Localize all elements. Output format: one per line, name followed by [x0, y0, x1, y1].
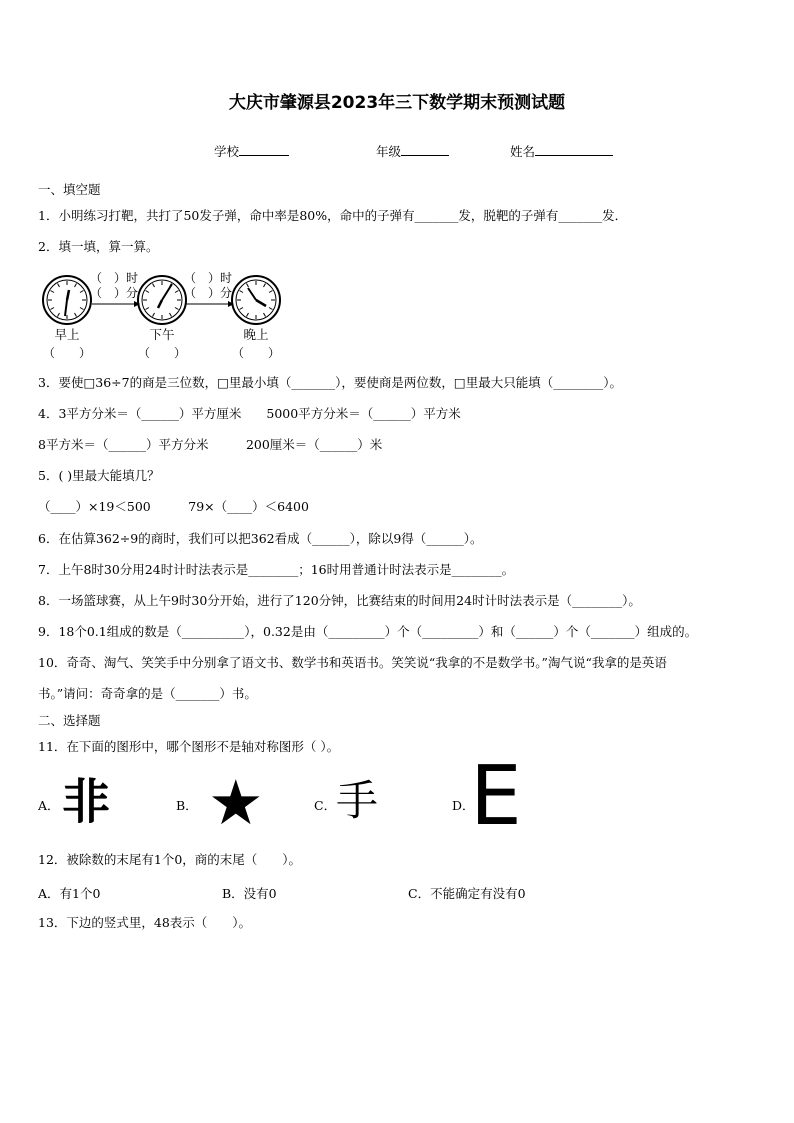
- question-4a: 4．3平方分米＝（______）平方厘米 5000平方分米＝（______）平方米: [38, 406, 461, 421]
- question-6: 6．在估算362÷9的商时，我们可以把362看成（______），除以9得（______）。: [38, 531, 483, 546]
- question-8: 8．一场篮球赛，从上午9时30分开始，进行了120分钟，比赛结束的时间用24时计时法表示是（________）。: [38, 593, 641, 608]
- question-11: 11．在下面的图形中，哪个图形不是轴对称图形（ ）。: [38, 739, 340, 754]
- question-9: 9．18个0.1组成的数是（__________），0.32是由（_________）个（_________）和（______）个（_______）组成的。: [38, 624, 698, 639]
- clock-answer-afternoon[interactable]: （ ）: [137, 346, 187, 360]
- q11-option-a-figure: 非: [62, 774, 111, 830]
- clock-morning: [43, 276, 91, 324]
- question-10-line2: 书。”请问：奇奇拿的是（_______）书。: [38, 686, 257, 701]
- q12-option-a[interactable]: A．有1个0: [38, 886, 101, 901]
- arrow-2-minute: （ ）分: [183, 286, 233, 300]
- clock-answer-morning[interactable]: （ ）: [42, 346, 92, 360]
- question-12: 12．被除数的末尾有1个0，商的末尾（ ）。: [38, 852, 302, 867]
- q11-option-b-figure: ★: [208, 766, 264, 839]
- school-field[interactable]: [214, 142, 289, 160]
- q12-option-c[interactable]: C．不能确定有没有0: [408, 886, 526, 901]
- clock-evening: [232, 276, 280, 324]
- section-choice-heading: 二、选择题: [38, 713, 101, 728]
- q11-option-d-label[interactable]: D．: [452, 798, 475, 813]
- clock-answer-evening[interactable]: （ ）: [231, 346, 281, 360]
- q11-option-a-label[interactable]: A．: [38, 798, 60, 813]
- arrow-1-minute: （ ）分: [89, 286, 139, 300]
- section-fill-heading: 一、填空题: [38, 182, 101, 197]
- question-1: 1．小明练习打靶，共打了50发子弹，命中率是80%，命中的子弹有_______发，脱靶的子弹有_______发．: [38, 208, 628, 223]
- grade-blank[interactable]: [401, 143, 449, 156]
- page-title: 大庆市肇源县2023年三下数学期末预测试题: [228, 93, 566, 113]
- q11-option-d-figure: E: [470, 749, 522, 844]
- question-2: 2．填一填，算一算。: [38, 239, 159, 254]
- grade-field[interactable]: [376, 142, 449, 160]
- name-label: 姓名: [510, 144, 536, 159]
- clock-label-morning: 早上: [54, 327, 80, 342]
- name-field[interactable]: [510, 142, 613, 160]
- question-4b: 8平方米＝（______）平方分米 200厘米＝（______）米: [38, 437, 383, 452]
- q11-option-b-label[interactable]: B．: [176, 798, 198, 813]
- clock-label-afternoon: 下午: [149, 327, 175, 342]
- q11-option-c-figure: 手: [336, 776, 379, 825]
- arrow-1-hour: （ ）时: [89, 271, 139, 285]
- grade-label: 年级: [376, 144, 402, 159]
- question-3: 3．要使□36÷7的商是三位数，□里最小填（_______），要使商是两位数，□里最大只能填（________）。: [38, 375, 622, 390]
- question-13: 13．下边的竖式里，48表示（ ）。: [38, 915, 252, 930]
- q11-option-c-label[interactable]: C．: [314, 798, 337, 813]
- question-5b: （____）×19＜500 79×（____）＜6400: [38, 499, 309, 514]
- q12-option-b[interactable]: B．没有0: [222, 886, 277, 901]
- clock-label-evening: 晚上: [243, 327, 269, 342]
- school-blank[interactable]: [239, 143, 289, 156]
- question-10-line1: 10．奇奇、淘气、笑笑手中分别拿了语文书、数学书和英语书。笑笑说“我拿的不是数学书。”淘气说“我拿的是英语: [38, 655, 667, 670]
- clock-afternoon: [138, 276, 186, 324]
- question-7: 7．上午8时30分用24时计时法表示是________；16时用普通计时法表示是________。: [38, 562, 515, 577]
- arrow-2-hour: （ ）时: [183, 271, 233, 285]
- clocks-diagram: [36, 266, 296, 366]
- name-blank[interactable]: [535, 143, 613, 156]
- school-label: 学校: [214, 144, 240, 159]
- question-5: 5．( )里最大能填几？: [38, 468, 160, 483]
